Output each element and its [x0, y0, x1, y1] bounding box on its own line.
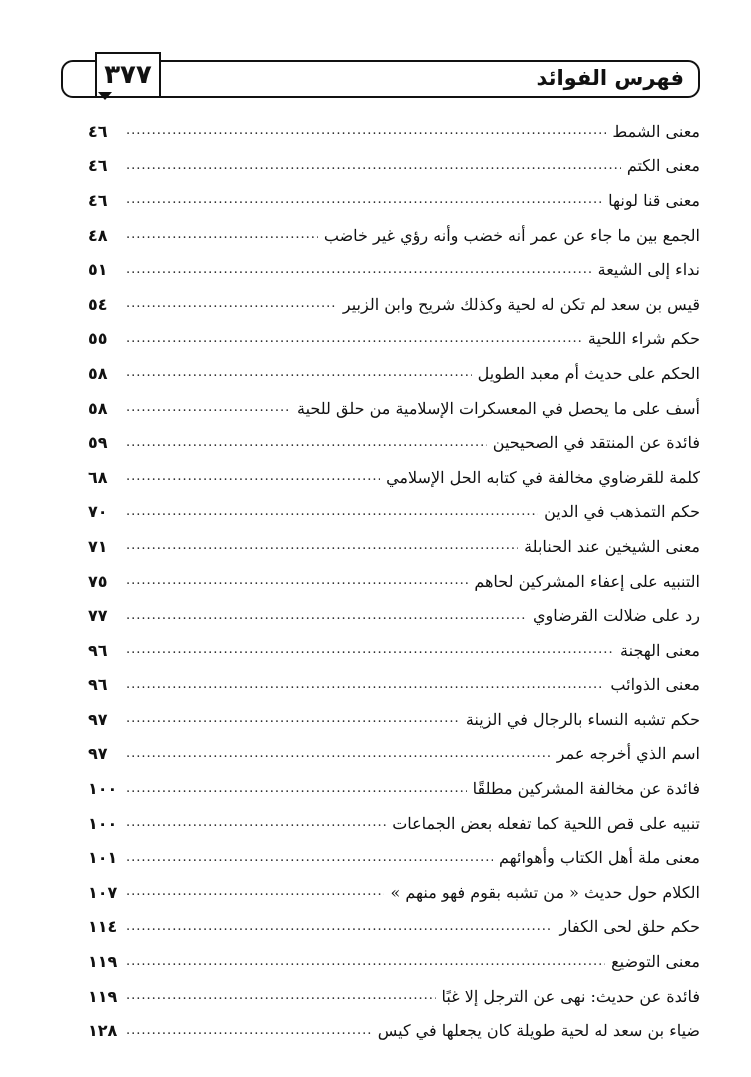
toc-entry	[88, 668, 700, 703]
toc-entry-page: ٥١	[88, 260, 108, 280]
toc-entry-page: ٧٥	[88, 571, 108, 591]
toc-entry	[88, 806, 700, 841]
toc-entry-page: ٦٨	[88, 467, 108, 487]
toc-entry-page: ٤٦	[88, 156, 108, 176]
dot-leader	[126, 218, 318, 252]
toc-entry-page: ١٠٧	[88, 882, 118, 902]
toc-entry-page: ٤٦	[88, 121, 108, 141]
dot-leader	[126, 668, 604, 702]
toc-entry-page: ٥٥	[88, 329, 108, 349]
dot-leader	[126, 737, 551, 771]
toc-entry-page: ١٠٠	[88, 779, 118, 799]
toc-entry-title: حكم التمذهب في الدين	[544, 502, 700, 522]
page-number-tab	[95, 52, 161, 96]
toc-entry-title: معنى الشيخين عند الحنابلة	[524, 536, 700, 556]
toc-entry	[88, 114, 700, 149]
dot-leader	[126, 114, 606, 148]
dot-leader	[126, 841, 493, 875]
toc-entry-title: الكلام حول حديث « من تشبه بقوم فهو منهم »	[390, 882, 700, 902]
toc-entry-page: ٥٨	[88, 398, 108, 418]
toc-entry-title: قيس بن سعد لم تكن له لحية وكذلك شريح وابن الزبير	[342, 294, 700, 314]
toc-entry-title: نداء إلى الشيعة	[597, 260, 700, 280]
dot-leader	[126, 391, 291, 425]
toc-entry	[88, 633, 700, 668]
toc-entry-title: التنبيه على إعفاء المشركين لحاهم	[474, 571, 700, 591]
toc-entry-title: فائدة عن مخالفة المشركين مطلقًا	[472, 779, 700, 799]
dot-leader	[126, 633, 614, 667]
toc-entry-title: أسف على ما يحصل في المعسكرات الإسلامية من حلق للحية	[297, 398, 700, 418]
dot-leader	[126, 564, 468, 598]
toc-entry	[88, 564, 700, 599]
dot-leader	[126, 945, 605, 979]
toc-entry	[88, 598, 700, 633]
toc-entry-title: معنى التوضيع	[611, 952, 700, 972]
dot-leader	[126, 495, 538, 529]
toc-entry-page: ٤٦	[88, 190, 108, 210]
toc-entry	[88, 840, 700, 875]
toc-entry-title: ضياء بن سعد له لحية طويلة كان يجعلها في كيس	[377, 1021, 700, 1041]
toc-entry-page: ٧١	[88, 536, 108, 556]
toc-list	[88, 114, 700, 1048]
toc-entry	[88, 1013, 700, 1048]
toc-entry	[88, 460, 700, 495]
header-title: فهرس الفوائد	[536, 66, 684, 90]
toc-entry-page: ٤٨	[88, 225, 108, 245]
toc-entry	[88, 356, 700, 391]
toc-entry-title: رد على ضلالت القرضاوي	[533, 606, 700, 626]
toc-entry-title: معنى الكتم	[626, 156, 700, 176]
toc-entry-page: ٩٧	[88, 709, 108, 729]
toc-entry	[88, 252, 700, 287]
dot-leader	[126, 979, 436, 1013]
tab-notch-decoration	[98, 92, 112, 100]
toc-entry-title: فائدة عن حديث: نهى عن الترجل إلا غبًا	[441, 986, 700, 1006]
toc-entry	[88, 391, 700, 426]
dot-leader	[126, 529, 518, 563]
toc-entry-page: ٧٧	[88, 606, 108, 626]
toc-entry	[88, 495, 700, 530]
dot-leader	[126, 772, 467, 806]
dot-leader	[126, 322, 582, 356]
dot-leader	[126, 149, 621, 183]
toc-entry-page: ٩٧	[88, 744, 108, 764]
toc-entry	[88, 944, 700, 979]
dot-leader	[126, 806, 386, 840]
toc-entry-page: ١٠٠	[88, 813, 118, 833]
toc-entry-title: حكم حلق لحى الكفار	[559, 917, 700, 937]
dot-leader	[126, 183, 602, 217]
toc-entry-title: الحكم على حديث أم معبد الطويل	[477, 363, 700, 383]
toc-entry-page: ٥٨	[88, 363, 108, 383]
dot-leader	[126, 702, 460, 736]
toc-entry	[88, 979, 700, 1014]
toc-entry-title: معنى الهجنة	[620, 640, 700, 660]
toc-entry-page: ١٢٨	[88, 1021, 118, 1041]
toc-entry-title: كلمة للقرضاوي مخالفة في كتابه الحل الإسلامي	[386, 467, 700, 487]
page-number: ٣٧٧	[104, 60, 152, 90]
dot-leader	[126, 1014, 372, 1048]
toc-entry	[88, 771, 700, 806]
toc-entry-page: ١١٩	[88, 952, 118, 972]
toc-entry-title: الجمع بين ما جاء عن عمر أنه خضب وأنه رؤي غير خاضب	[323, 225, 700, 245]
toc-entry	[88, 218, 700, 253]
toc-entry-title: معنى الذوائب	[610, 675, 700, 695]
toc-entry-page: ١٠١	[88, 848, 118, 868]
toc-entry-page: ١١٩	[88, 986, 118, 1006]
dot-leader	[126, 875, 384, 909]
toc-entry-title: حكم شراء اللحية	[587, 329, 700, 349]
dot-leader	[126, 426, 487, 460]
dot-leader	[126, 460, 380, 494]
toc-entry	[88, 529, 700, 564]
toc-entry-title: فائدة عن المنتقد في الصحيحين	[492, 433, 700, 453]
toc-entry	[88, 183, 700, 218]
toc-entry	[88, 910, 700, 945]
dot-leader	[126, 910, 553, 944]
dot-leader	[126, 356, 472, 390]
toc-entry-page: ٩٦	[88, 675, 108, 695]
dot-leader	[126, 287, 337, 321]
toc-entry	[88, 287, 700, 322]
toc-entry-title: معنى الشمط	[612, 121, 700, 141]
toc-entry-page: ٥٤	[88, 294, 108, 314]
toc-entry-title: تنبيه على قص اللحية كما تفعله بعض الجماعات	[392, 813, 700, 833]
dot-leader	[126, 253, 592, 287]
toc-entry-title: معنى ملة أهل الكتاب وأهوائهم	[499, 848, 700, 868]
toc-entry-title: حكم تشبه النساء بالرجال في الزينة	[465, 709, 700, 729]
toc-entry	[88, 737, 700, 772]
toc-entry-page: ٥٩	[88, 433, 108, 453]
toc-entry	[88, 875, 700, 910]
toc-entry-title: معنى قنا لونها	[608, 190, 700, 210]
dot-leader	[126, 599, 527, 633]
toc-entry-page: ٩٦	[88, 640, 108, 660]
toc-entry-title: اسم الذي أخرجه عمر	[556, 744, 700, 764]
toc-entry	[88, 322, 700, 357]
toc-entry	[88, 425, 700, 460]
toc-entry	[88, 149, 700, 184]
toc-entry-page: ١١٤	[88, 917, 118, 937]
toc-entry	[88, 702, 700, 737]
toc-entry-page: ٧٠	[88, 502, 108, 522]
